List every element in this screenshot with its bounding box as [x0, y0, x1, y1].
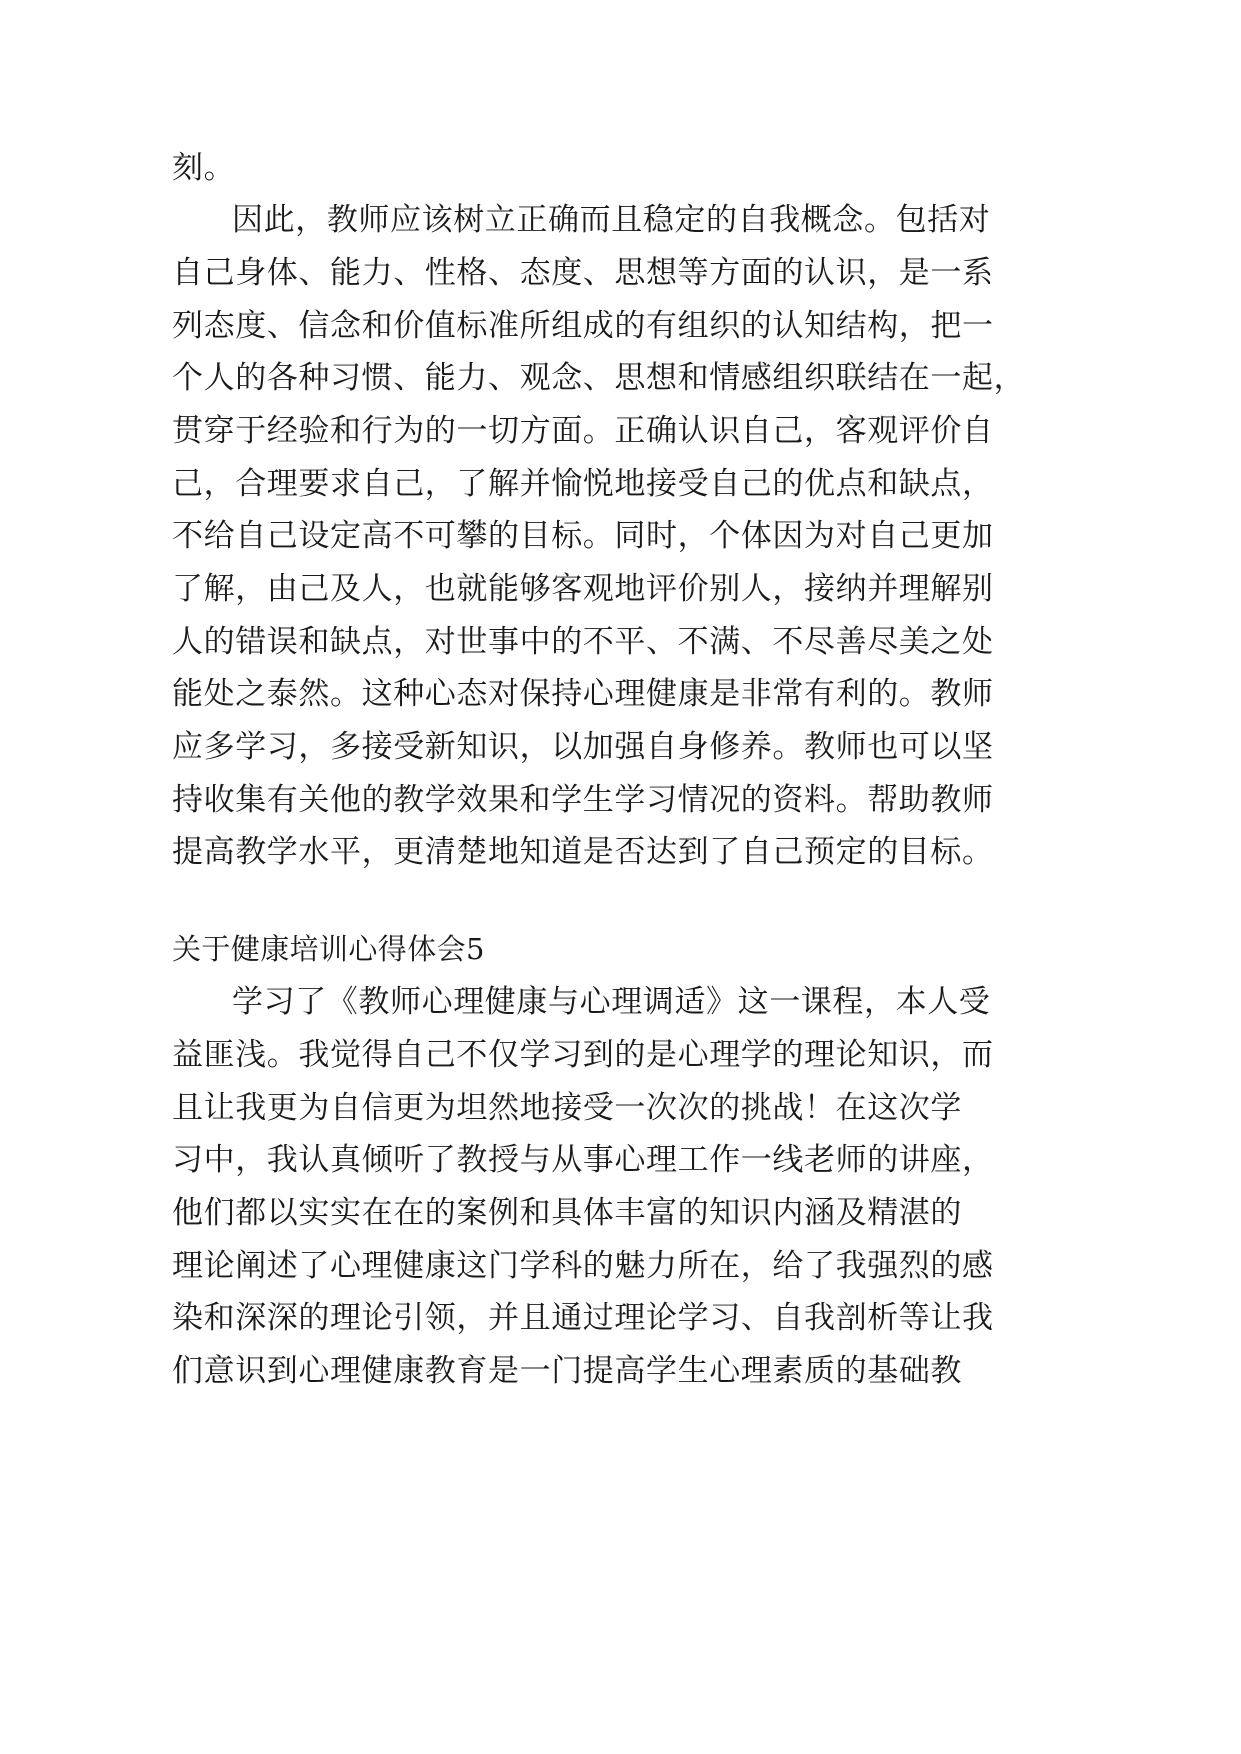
text-line [0, 1236, 1241, 1296]
text-line-content: 了解，由己及人，也就能够客观地评价别人，接纳并理解别 [172, 571, 994, 607]
text-line-content: 提高教学水平，更清楚地知道是否达到了自己预定的目标。 [172, 834, 994, 870]
text-line-content: 持收集有关他的教学效果和学生学习情况的资料。帮助教师 [172, 782, 994, 818]
text-line [0, 1078, 1241, 1138]
text-line [0, 348, 1241, 408]
section-heading [0, 919, 1241, 979]
text-line [0, 1130, 1241, 1190]
text-line [0, 243, 1241, 303]
text-line-content: 能处之泰然。这种心态对保持心理健康是非常有利的。教师 [172, 676, 994, 712]
text-line [0, 559, 1241, 619]
text-line-content: 理论阐述了心理健康这门学科的魅力所在，给了我强烈的感 [172, 1248, 994, 1284]
text-line [0, 717, 1241, 777]
text-line [0, 296, 1241, 356]
text-line-content: 个人的各种习惯、能力、观念、思想和情感组织联结在一起， [172, 360, 1026, 396]
text-line-content: 刻。 [172, 150, 236, 186]
text-line [0, 770, 1241, 830]
text-line [0, 972, 1241, 1032]
text-line [0, 506, 1241, 566]
text-line-content: 学习了《教师心理健康与心理调适》这一课程，本人受 [232, 984, 991, 1020]
text-line [0, 401, 1241, 461]
text-line [0, 612, 1241, 672]
text-line [0, 1183, 1241, 1243]
text-line-content: 自己身体、能力、性格、态度、思想等方面的认识，是一系 [172, 255, 994, 291]
text-line-content: 习中，我认真倾听了教授与从事心理工作一线老师的讲座， [172, 1142, 994, 1178]
text-line-content: 应多学习，多接受新知识，以加强自身修养。教师也可以坚 [172, 729, 994, 765]
text-line-content: 不给自己设定高不可攀的目标。同时，个体因为对自己更加 [172, 518, 994, 554]
text-line [0, 190, 1241, 250]
text-line-content: 人的错误和缺点，对世事中的不平、不满、不尽善尽美之处 [172, 624, 994, 660]
text-line-content: 染和深深的理论引领，并且通过理论学习、自我剖析等让我 [172, 1300, 994, 1336]
section-heading-text: 关于健康培训心得体会5 [172, 932, 485, 966]
text-line [0, 822, 1241, 882]
text-line [0, 1025, 1241, 1085]
text-line [0, 1341, 1241, 1401]
text-line-content: 他们都以实实在在的案例和具体丰富的知识内涵及精湛的 [172, 1195, 962, 1231]
text-line-content: 己，合理要求自己，了解并愉悦地接受自己的优点和缺点， [172, 466, 994, 502]
text-line-content: 益匪浅。我觉得自己不仅学习到的是心理学的理论知识，而 [172, 1037, 994, 1073]
text-line-content: 因此，教师应该树立正确而且稳定的自我概念。包括对 [232, 202, 991, 238]
text-line [0, 138, 1241, 198]
text-line [0, 1288, 1241, 1348]
text-line-content: 且让我更为自信更为坦然地接受一次次的挑战！在这次学 [172, 1090, 962, 1126]
text-line-content: 们意识到心理健康教育是一门提高学生心理素质的基础教 [172, 1353, 962, 1389]
text-line-content: 贯穿于经验和行为的一切方面。正确认识自己，客观评价自 [172, 413, 994, 449]
text-line [0, 454, 1241, 514]
text-line [0, 664, 1241, 724]
text-line-content: 列态度、信念和价值标准所组成的有组织的认知结构，把一 [172, 308, 994, 344]
